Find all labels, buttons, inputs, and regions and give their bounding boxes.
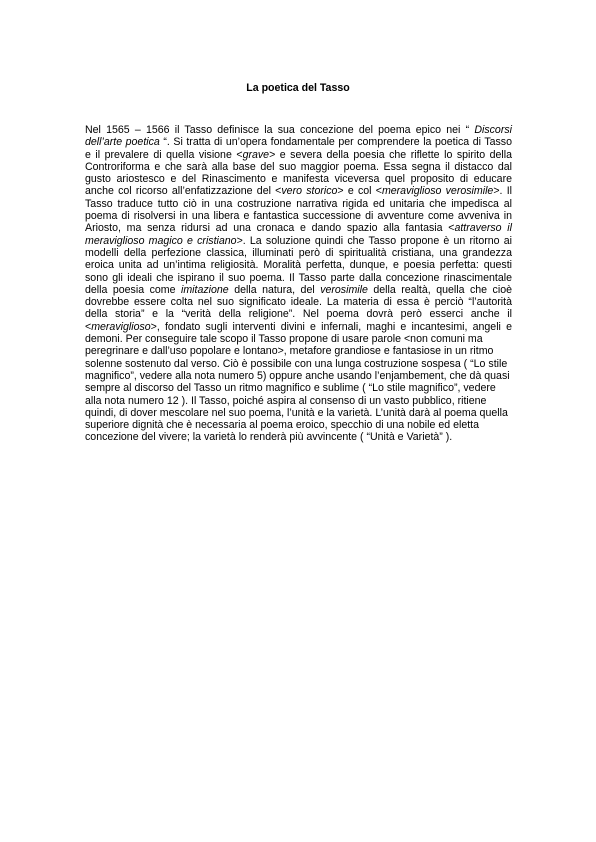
text-line: demoni. Per conseguire tale scopo il Tasso propone di usare parole <non comuni ma — [85, 333, 483, 346]
italic-text: imitazione — [181, 283, 229, 296]
italic-text: meraviglioso verosimile — [381, 185, 494, 198]
text-line: Ariosto, ma senza ridursi ad una cronaca e dando spazio alla fantasia <attraverso il — [85, 222, 512, 235]
text-line: magnifico”, vedere alla nota numero 5) oppure anche usando l’enjambement, che dà quasi — [85, 369, 510, 382]
text-line: quindi, di dover mescolare nel suo poema, l’unità e la varietà. L’unità darà al poema quella — [85, 406, 508, 419]
text-line: <meraviglioso>, fondato sugli interventi divini e infernali, maghi e incantesimi, angeli e — [85, 320, 512, 333]
page-title: La poetica del Tasso — [246, 82, 350, 94]
text-line: Tasso traduce tutto ciò in una costruzione narrativa rigida ed unitaria che impedisca al — [85, 197, 512, 210]
body-paragraph — [85, 124, 512, 444]
text-line: modelli della perfezione classica, illuminati però di spiritualità cristiana, una grandezza — [85, 246, 512, 259]
text-line: della storia” e la “verità della religione”. Nel poema dovrà però esserci anche il — [85, 308, 512, 321]
italic-text: verosimile — [320, 283, 368, 296]
text-line: peregrinare e dall’uso popolare e lontano>, metafore grandiose e fantasiose in un ritmo — [85, 345, 494, 358]
italic-text: attraverso il — [454, 222, 512, 235]
text-line: concezione del vivere; la varietà lo renderà più avvincente ( “Unità e Varietà” ). — [85, 431, 453, 444]
italic-text: meraviglioso magico e cristiano — [85, 234, 237, 247]
text-line: solenne sostenuto dal verso. Ciò è possibile con una lunga costruzione sospesa ( “Lo stile — [85, 357, 508, 370]
italic-text: meraviglioso — [91, 320, 151, 333]
text-line: sempre al discorso del Tasso un ritmo magnifico e sublime ( “Lo stile magnifico”, vedere — [85, 382, 496, 395]
text-line: meraviglioso magico e cristiano>. La soluzione quindi che Tasso propone è un ritorno ai — [85, 234, 512, 247]
text-line: dell’arte poetica “. Si tratta di un’opera fondamentale per comprendere la poetica di Tasso — [85, 136, 512, 149]
italic-text: grave — [242, 148, 270, 161]
text-line: eroica unita ad un’intima religiosità. Moralità perfetta, dunque, e poesia perfetta: questi — [85, 259, 512, 272]
text-line: dovrebbe essere colta nel suo significato ideale. La materia di essa è perciò “l’autorità — [85, 296, 512, 309]
text-line: anche col ricorso all’enfatizzazione del <vero storico> e col <meraviglioso verosimile>. Il — [85, 185, 512, 198]
italic-text: dell’arte poetica — [85, 136, 160, 149]
text-line: gusto ariostesco e del Rinascimento e manifesta viceversa quel proposito di educare — [85, 173, 512, 186]
text-line: sono gli ideali che ispirano il suo poema. Il Tasso parte dalla concezione rinascimentale — [85, 271, 512, 284]
italic-text: Discorsi — [474, 124, 512, 136]
text-line: superiore dignità che è necessaria al poema eroico, specchio di una nobile ed eletta — [85, 419, 479, 432]
text-line: Controriforma e che sarà alla base del suo maggior poema. Essa segna il distacco dal — [85, 160, 512, 173]
text-line: Nel 1565 – 1566 il Tasso definisce la sua concezione del poema epico nei “ Discorsi — [85, 124, 512, 136]
italic-text: vero storico — [281, 185, 338, 198]
text-line: e il prevalere di quella visione <grave> e severa della poesia che riflette lo spirito della — [85, 148, 513, 161]
text-line: alla nota numero 12 ). Il Tasso, poiché aspira al consenso di un vasto pubblico, ritiene — [85, 394, 487, 407]
text-line: della poesia come imitazione della natura, del verosimile della realtà, quella che cioè — [85, 283, 512, 296]
text-line: poema di risolversi in una libera e fantastica successione di avventure come avveniva in — [85, 210, 512, 223]
